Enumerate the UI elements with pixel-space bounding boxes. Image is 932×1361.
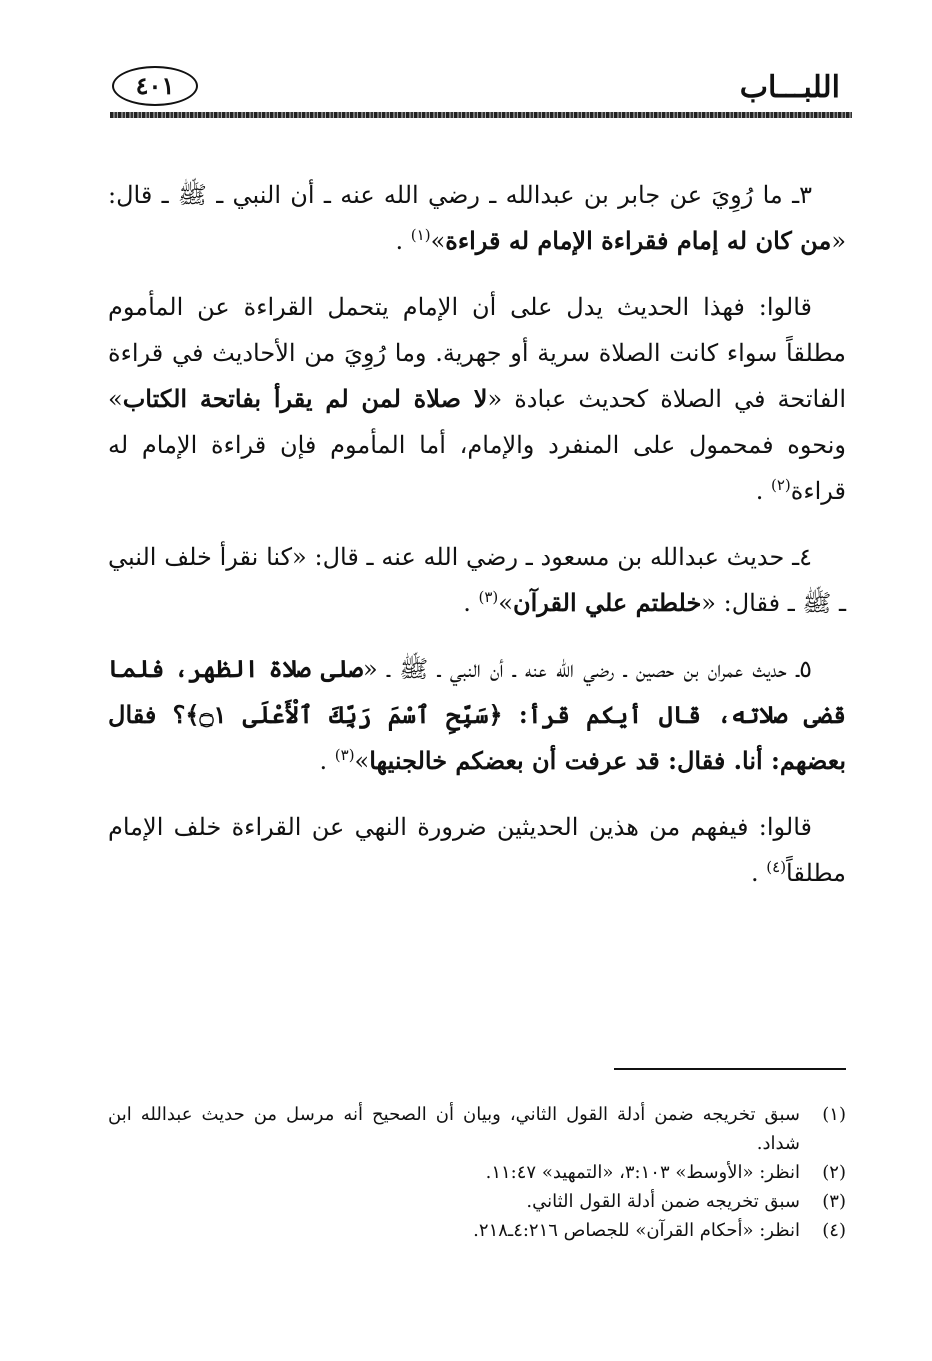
footnote-item bbox=[108, 1158, 846, 1187]
footnote-ref: (١) bbox=[410, 226, 431, 244]
footnote-text: انظر: «أحكام القرآن» للجصاص ٤:٢١٦ـ٢١٨. bbox=[473, 1220, 800, 1241]
paragraph-argument-1 bbox=[108, 284, 846, 514]
footnote-number: (٢) bbox=[822, 1162, 846, 1183]
hadith-quote: صلى صلاة الظهر، فلما قضى صلاته، قال أيكم قرأ: ﴿سَبِّحِ ٱسْمَ رَبِّكَ ٱلْأَعْلَى ۝١﴾؟ فقال بعضهم: أنا. فقال: قد عرفت أن بعضكم خالجنيها bbox=[108, 654, 846, 775]
footnote-ref: (٢) bbox=[770, 476, 791, 494]
text-run: قالوا: فهذا الحديث يدل على أن الإمام يتحمل القراءة عن المأموم مطلقاً سواء كانت الصلاة سرية أو جهرية. وما رُوِيَ من الأحاديث في قراءة الفاتحة في الصلاة كحديث عبادة « bbox=[108, 293, 846, 413]
paragraph-hadith-5 bbox=[108, 646, 846, 784]
footnote-item bbox=[108, 1100, 846, 1158]
footnote-item bbox=[108, 1216, 846, 1245]
footnote-ref: (٣) bbox=[478, 588, 499, 606]
footnote-text: سبق تخريجه ضمن أدلة القول الثاني، وبيان أن الصحيح أنه مرسل من حديث عبدالله ابن شداد. bbox=[108, 1104, 800, 1154]
text-run: » bbox=[354, 747, 370, 775]
paragraph-hadith-4 bbox=[108, 534, 846, 626]
text-run: . bbox=[755, 477, 764, 505]
text-run: ٤ـ حديث عبدالله بن مسعود ـ رضي الله عنه ـ قال: «كنا نقرأ خلف النبي ـ ﷺ ـ فقال: « bbox=[108, 543, 846, 617]
text-run: ٣ـ ما رُوِيَ عن جابر بن عبدالله ـ رضي الله عنه ـ أن النبي ـ ﷺ ـ قال: « bbox=[108, 181, 846, 255]
footnote-ref: (٣) bbox=[334, 746, 355, 764]
paragraph-hadith-3 bbox=[108, 172, 846, 264]
footnote-number: (١) bbox=[822, 1104, 846, 1125]
text-run: . bbox=[463, 589, 471, 617]
text-run: » ونحوه فمحمول على المنفرد والإمام، أما المأموم فإن قراءة الإمام له قراءة bbox=[108, 385, 846, 505]
text-run: قالوا: فيفهم من هذين الحديثين ضرورة النهي عن القراءة خلف الإمام مطلقاً bbox=[108, 813, 846, 887]
footnote-divider bbox=[614, 1068, 846, 1070]
footnote-number: (٣) bbox=[822, 1191, 846, 1212]
footnote-number: (٤) bbox=[822, 1220, 846, 1241]
text-run: ٥ـ حديث عمران بن حصين ـ رضي الله عنه ـ أن النبي ـ ﷺ ـ « bbox=[363, 655, 812, 683]
text-run: . bbox=[319, 747, 328, 775]
running-header-title: اللبـــاب bbox=[739, 70, 840, 105]
paragraph-argument-2 bbox=[108, 804, 846, 896]
footnote-text: سبق تخريجه ضمن أدلة القول الثاني. bbox=[526, 1191, 800, 1212]
main-text bbox=[108, 172, 846, 916]
page-number-badge: ٤٠١ bbox=[112, 66, 198, 106]
hadith-quote: لا صلاة لمن لم يقرأ بفاتحة الكتاب bbox=[122, 384, 488, 413]
header-divider bbox=[110, 112, 852, 118]
footnote-text: انظر: «الأوسط» ٣:١٠٣، «التمهيد» ١١:٤٧. bbox=[485, 1162, 800, 1183]
footnotes bbox=[108, 1100, 846, 1245]
footnote-item bbox=[108, 1187, 846, 1216]
text-run: . bbox=[750, 859, 759, 887]
text-run: . bbox=[395, 227, 404, 255]
hadith-quote: خلطتم علي القرآن bbox=[512, 588, 702, 617]
text-run: » bbox=[430, 227, 446, 255]
hadith-quote: من كان له إمام فقراءة الإمام له قراءة bbox=[445, 226, 832, 255]
text-run: » bbox=[498, 589, 513, 617]
footnote-ref: (٤) bbox=[766, 858, 787, 876]
